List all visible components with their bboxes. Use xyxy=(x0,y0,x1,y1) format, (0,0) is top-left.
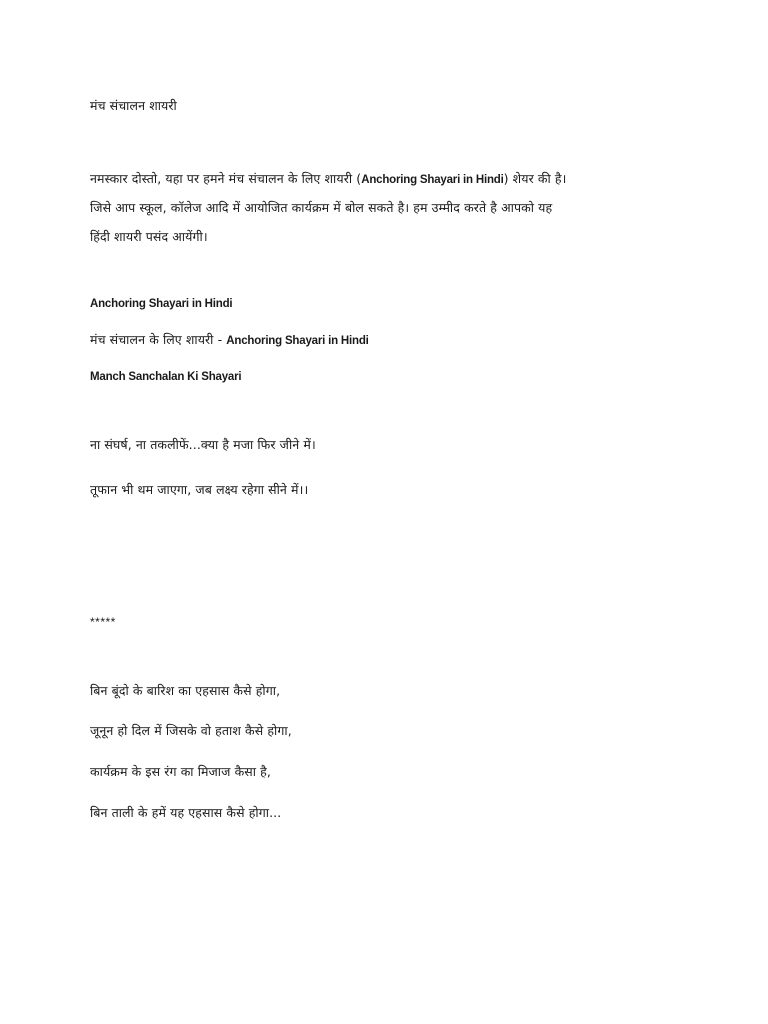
heading-manch-sanchalan xyxy=(90,332,369,349)
heading-english-part: Anchoring Shayari in Hindi xyxy=(226,335,369,347)
intro-line-1 xyxy=(90,171,567,188)
intro-line-1-after: ) शेयर की है। xyxy=(503,171,567,186)
verse-2-line-4: बिन ताली के हमें यह एहसास कैसे होगा... xyxy=(90,805,282,820)
verse-2-line-3: कार्यक्रम के इस रंग का मिजाज कैसा है, xyxy=(90,764,271,779)
heading-manch-sanchalan-ki-shayari: Manch Sanchalan Ki Shayari xyxy=(90,371,242,383)
heading-anchoring-shayari: Anchoring Shayari in Hindi xyxy=(90,298,233,310)
heading-hindi-part: मंच संचालन के लिए शायरी - xyxy=(90,332,227,347)
intro-line-2: जिसे आप स्कूल, कॉलेज आदि में आयोजित कार्यक्रम में बोल सकते है। हम उम्मीद करते है आपको यह xyxy=(90,200,553,215)
document-title: मंच संचालन शायरी xyxy=(90,98,177,113)
verse-1-line-1: ना संघर्ष, ना तकलीफें...क्या है मजा फिर जीने में। xyxy=(90,437,316,452)
verse-2-line-2: जूनून हो दिल में जिसके वो हताश कैसे होगा, xyxy=(90,723,292,738)
verse-2-line-1: बिन बूंदो के बारिश का एहसास कैसे होगा, xyxy=(90,683,281,698)
separator-stars: ***** xyxy=(90,615,116,629)
intro-line-1-before: नमस्कार दोस्तो, यहा पर हमने मंच संचालन के लिए शायरी ( xyxy=(90,171,362,186)
intro-line-1-bold: Anchoring Shayari in Hindi xyxy=(361,174,504,186)
intro-line-3: हिंदी शायरी पसंद आयेंगी। xyxy=(90,229,208,244)
verse-1-line-2: तूफान भी थम जाएगा, जब लक्ष्य रहेगा सीने में।। xyxy=(90,482,309,497)
